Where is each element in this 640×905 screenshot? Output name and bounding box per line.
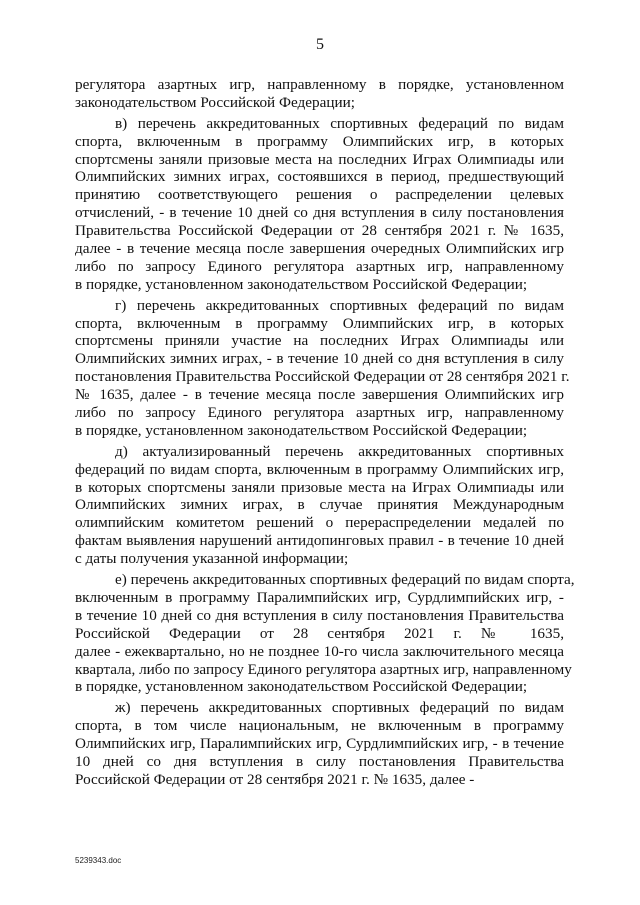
text-line: спортсмены приняли участие на последних Играх Олимпиады или bbox=[75, 332, 564, 350]
text-line: № 1635, далее - в течение месяца после завершения Олимпийских игр bbox=[75, 386, 564, 404]
text-line: спортсмены заняли призовые места на последних Играх Олимпиады или bbox=[75, 150, 564, 168]
text-line: в порядке, установленном законодательством Российской Федерации; bbox=[75, 275, 528, 293]
text-line: спорта, включенным в программу Олимпийских игр, в которых bbox=[75, 132, 564, 150]
text-line: в порядке, установленном законодательством Российской Федерации; bbox=[75, 421, 528, 439]
text-line: регулятора азартных игр, направленному в порядке, установленном bbox=[75, 76, 564, 93]
text-line: Олимпийских зимних играх, в случае принятия Международным bbox=[75, 496, 564, 514]
paragraph bbox=[75, 443, 564, 568]
text-line: далее - ежеквартально, но не позднее 10-го числа заключительного месяца bbox=[75, 642, 564, 660]
paragraph bbox=[75, 296, 570, 440]
text-line: постановления Правительства Российской Федерации от 28 сентября 2021 г. bbox=[75, 368, 570, 386]
text-line: включенным в программу Паралимпийских игр, Сурдлимпийских игр, - bbox=[75, 588, 564, 606]
text-line: Олимпийских зимних играх, - в течение 10 дней со дня вступления в силу bbox=[75, 350, 564, 368]
text-line: в порядке, установленном законодательством Российской Федерации; bbox=[75, 678, 528, 696]
document-body bbox=[75, 76, 575, 789]
paragraph bbox=[75, 76, 564, 112]
footer-filename: 5239343.doc bbox=[75, 856, 122, 865]
text-line: олимпийским комитетом решений о перераспределении медалей по bbox=[75, 514, 564, 532]
paragraph bbox=[75, 571, 575, 696]
text-line: ж) перечень аккредитованных спортивных федераций по видам bbox=[115, 699, 564, 717]
text-line: законодательством Российской Федерации; bbox=[75, 93, 355, 111]
text-line: Российской Федерации от 28 сентября 2021 г. № 1635, далее - bbox=[75, 770, 475, 788]
text-line: либо по запросу Единого регулятора азартных игр, направленному bbox=[75, 404, 564, 422]
text-line: в течение 10 дней со дня вступления в силу постановления Правительства bbox=[75, 606, 564, 624]
text-line: 10 дней со дня вступления в силу постановления Правительства bbox=[75, 752, 564, 770]
page-number: 5 bbox=[316, 36, 324, 53]
text-line: федераций по видам спорта, включенным в программу Олимпийских игр, bbox=[75, 460, 564, 478]
text-line: спорта, включенным в программу Олимпийских игр, в которых bbox=[75, 314, 564, 332]
text-line: с даты получения указанной информации; bbox=[75, 550, 349, 568]
text-line: е) перечень аккредитованных спортивных федераций по видам спорта, bbox=[115, 571, 575, 589]
text-line: Правительства Российской Федерации от 28 сентября 2021 г. № 1635, bbox=[75, 222, 564, 240]
text-line: д) актуализированный перечень аккредитованных спортивных bbox=[115, 442, 564, 460]
text-line: Олимпийских зимних играх, состоявшихся в период, предшествующий bbox=[75, 168, 564, 186]
text-line: фактам выявления нарушений антидопинговых правил - в течение 10 дней bbox=[75, 532, 564, 550]
text-line: Российской Федерации от 28 сентября 2021 г. № 1635, bbox=[75, 624, 564, 642]
text-line: далее - в течение месяца после завершения очередных Олимпийских игр bbox=[75, 240, 564, 258]
paragraph bbox=[75, 699, 564, 788]
text-line: Олимпийских игр, Паралимпийских игр, Сурдлимпийских игр, - в течение bbox=[75, 735, 564, 753]
text-line: спорта, в том числе национальным, не включенным в программу bbox=[75, 717, 564, 735]
text-line: отчислений, - в течение 10 дней со дня вступления в силу постановления bbox=[75, 204, 564, 222]
text-line: квартала, либо по запросу Единого регулятора азартных игр, направленному bbox=[75, 660, 572, 678]
text-line: г) перечень аккредитованных спортивных федераций по видам bbox=[115, 296, 564, 314]
paragraph bbox=[75, 115, 564, 294]
text-line: в которых спортсмены заняли призовые места на Играх Олимпиады или bbox=[75, 478, 564, 496]
text-line: принятию соответствующего решения о распределении целевых bbox=[75, 186, 564, 204]
text-line: в) перечень аккредитованных спортивных федераций по видам bbox=[115, 114, 564, 132]
text-line: либо по запросу Единого регулятора азартных игр, направленному bbox=[75, 257, 564, 275]
